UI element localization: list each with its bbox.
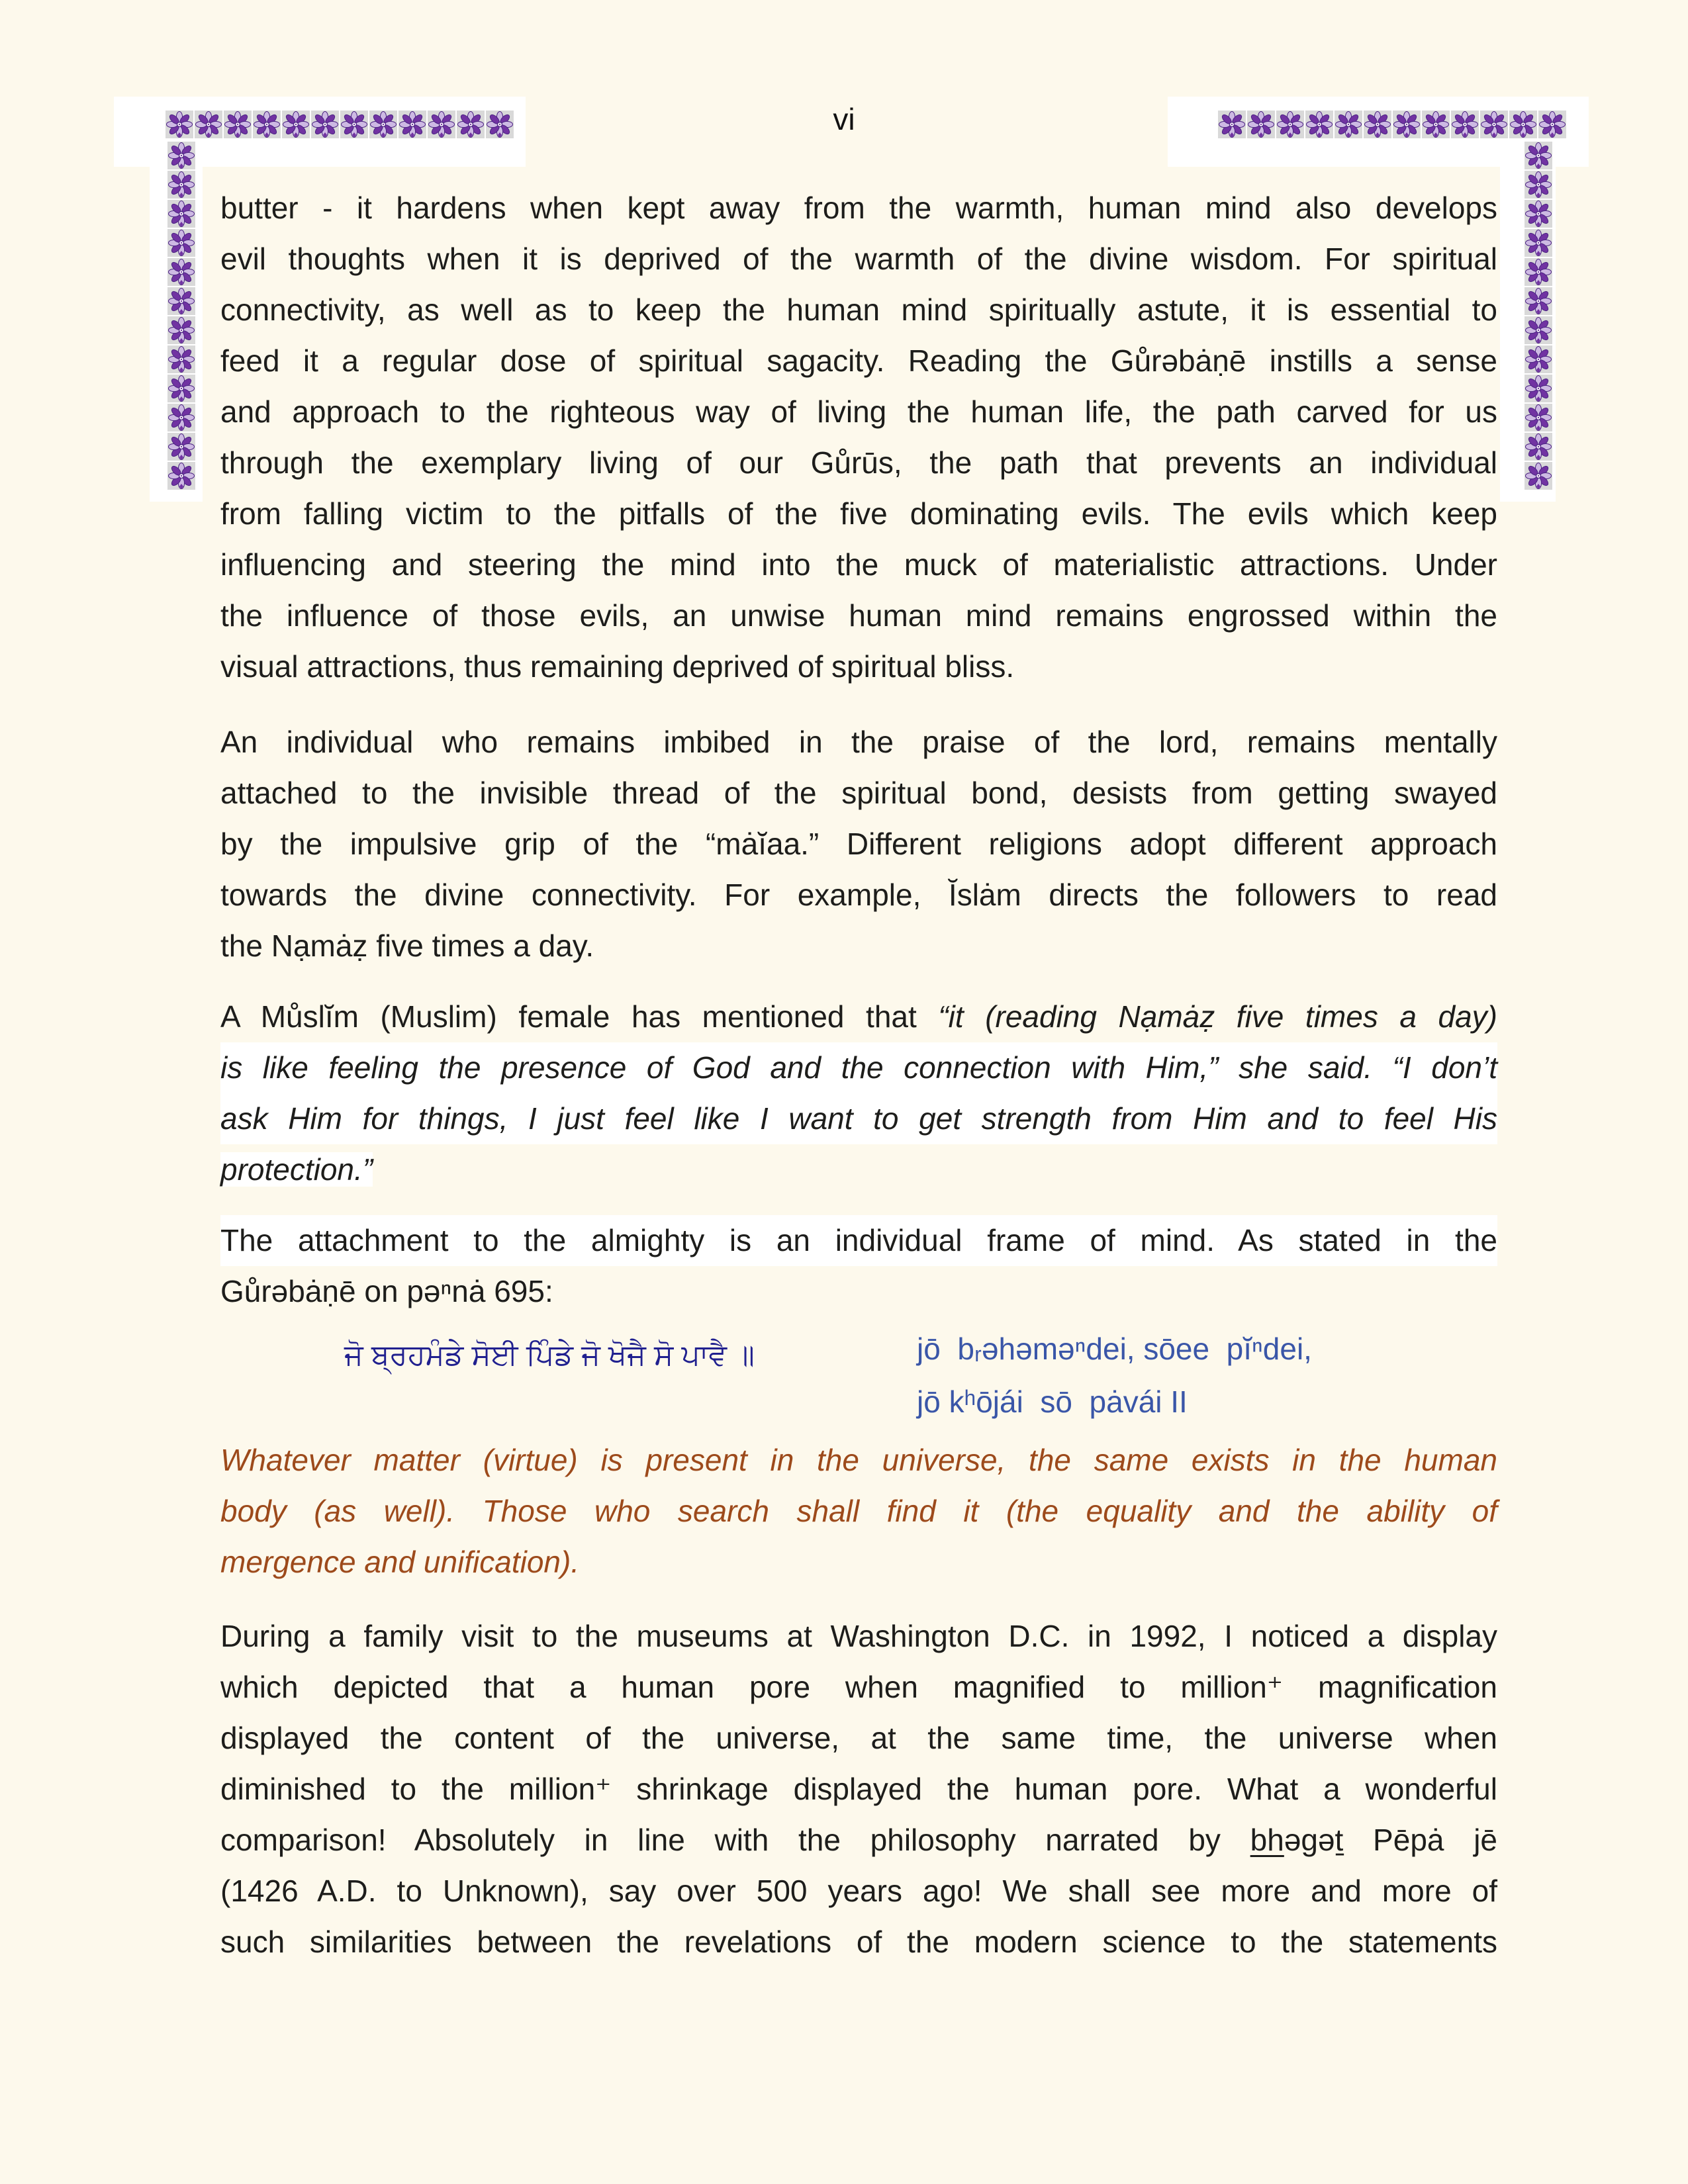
gurmukhi-verse: ਜੋ ਬ੍ਰਹਮੰਡੇ ਸੋਈ ਪਿੰਡੇ ਜੋ ਖੋਜੈ ਸੋ ਪਾਵੈ ॥: [344, 1339, 755, 1371]
text-line: [220, 1144, 1497, 1195]
paragraph-butter: [220, 183, 1497, 692]
floral-border-cell: [167, 462, 195, 490]
floral-border-cell: [1524, 142, 1552, 169]
text-line: Gůrəbȧṇē on pəⁿnȧ 695:: [220, 1274, 553, 1308]
floral-border-cell: [195, 111, 222, 138]
text-column: [220, 0, 1497, 2184]
eight-petal-flower-icon: [1509, 111, 1537, 138]
text-line: A Můslĭm (Muslim) female has mentioned that “it (reading Nạmȧẓ five times a day): [220, 999, 1497, 1034]
eight-petal-flower-icon: [1524, 171, 1552, 199]
text-line: Whatever matter (virtue) is present in the universe, the same exists in the human: [220, 1443, 1497, 1477]
floral-border-cell: [167, 404, 195, 432]
eight-petal-flower-icon: [1524, 229, 1552, 257]
floral-border-cell: [167, 287, 195, 315]
floral-border-cell: [167, 258, 195, 286]
eight-petal-flower-icon: [167, 375, 195, 402]
eight-petal-flower-icon: [167, 171, 195, 199]
text-line: is like feeling the presence of God and the connection with Him,” she said. “I don’t: [220, 1042, 1497, 1093]
eight-petal-flower-icon: [1524, 258, 1552, 286]
floral-border-cell: [167, 433, 195, 461]
transliteration-line-1: jō bᵣəhəməⁿdei, sōee pĭⁿdei,: [917, 1332, 1312, 1366]
text-line: butter - it hardens when kept away from the warmth, human mind also develops: [220, 191, 1497, 225]
eight-petal-flower-icon: [167, 229, 195, 257]
floral-border-cell: [167, 345, 195, 373]
text-line: the influence of those evils, an unwise human mind remains engrossed within the: [220, 598, 1497, 633]
eight-petal-flower-icon: [1538, 111, 1566, 138]
text-line: towards the divine connectivity. For example, Ĭslȧm directs the followers to read: [220, 878, 1497, 912]
highlighted-text: protection.”: [220, 1152, 373, 1187]
eight-petal-flower-icon: [167, 287, 195, 315]
text-line: The attachment to the almighty is an individual frame of mind. As stated in the: [220, 1215, 1497, 1266]
eight-petal-flower-icon: [167, 258, 195, 286]
eight-petal-flower-icon: [1524, 200, 1552, 228]
eight-petal-flower-icon: [167, 142, 195, 169]
text-line: (1426 A.D. to Unknown), say over 500 years ago! We shall see more and more of: [220, 1874, 1497, 1908]
text-line: diminished to the million⁺ shrinkage displayed the human pore. What a wonderful: [220, 1772, 1497, 1806]
text-line: displayed the content of the universe, at the same time, the universe when: [220, 1721, 1497, 1755]
floral-border-cell: [1524, 200, 1552, 228]
eight-petal-flower-icon: [167, 345, 195, 373]
text-line: An individual who remains imbibed in the praise of the lord, remains mentally: [220, 725, 1497, 759]
text-line: from falling victim to the pitfalls of the five dominating evils. The evils which keep: [220, 496, 1497, 531]
text-line: through the exemplary living of our Gůrūs, the path that prevents an individual: [220, 445, 1497, 480]
floral-border-left-column: [167, 142, 195, 490]
text-line: ask Him for things, I just feel like I want to get strength from Him and to feel His: [220, 1093, 1497, 1144]
eight-petal-flower-icon: [167, 462, 195, 490]
eight-petal-flower-icon: [167, 433, 195, 461]
eight-petal-flower-icon: [1524, 345, 1552, 373]
scripture-block: [220, 1317, 1497, 1436]
floral-border-cell: [1524, 404, 1552, 432]
floral-border-cell: [1524, 171, 1552, 199]
paragraph-attachment: [220, 1215, 1497, 1317]
floral-border-cell: [1538, 111, 1566, 138]
text-line: evil thoughts when it is deprived of the warmth of the divine wisdom. For spiritual: [220, 242, 1497, 276]
transliteration-block: [917, 1322, 1312, 1428]
text-line: body (as well). Those who search shall find it (the equality and the ability of: [220, 1494, 1497, 1528]
eight-petal-flower-icon: [1524, 287, 1552, 315]
text-line: and approach to the righteous way of living the human life, the path carved for us: [220, 394, 1497, 429]
text-line: connectivity, as well as to keep the human mind spiritually astute, it is essential to: [220, 293, 1497, 327]
page-number: vi: [833, 102, 855, 136]
floral-border-cell: [167, 229, 195, 257]
floral-border-cell: [167, 200, 195, 228]
floral-border-cell: [167, 142, 195, 169]
text-line: mergence and unification).: [220, 1545, 580, 1579]
floral-border-cell: [1524, 345, 1552, 373]
floral-border-right-column: [1524, 142, 1552, 490]
floral-border-cell: [165, 111, 193, 138]
text-line: attached to the invisible thread of the spiritual bond, desists from getting swayed: [220, 776, 1497, 810]
floral-border-cell: [1524, 316, 1552, 344]
eight-petal-flower-icon: [1524, 142, 1552, 169]
floral-border-cell: [1509, 111, 1537, 138]
floral-border-cell: [167, 171, 195, 199]
text-line: the Nạmȧẓ five times a day.: [220, 929, 594, 963]
text-line: During a family visit to the museums at Washington D.C. in 1992, I noticed a display: [220, 1619, 1497, 1653]
floral-border-cell: [1524, 462, 1552, 490]
floral-border-cell: [1524, 287, 1552, 315]
text-line: visual attractions, thus remaining deprived of spiritual bliss.: [220, 649, 1015, 684]
paragraph-individual-praise: [220, 717, 1497, 972]
eight-petal-flower-icon: [1524, 316, 1552, 344]
paragraph-translation-brown: [220, 1435, 1497, 1588]
eight-petal-flower-icon: [167, 316, 195, 344]
eight-petal-flower-icon: [195, 111, 222, 138]
floral-border-cell: [167, 316, 195, 344]
text-line: influencing and steering the mind into the muck of materialistic attractions. Under: [220, 547, 1497, 582]
floral-border-cell: [1524, 433, 1552, 461]
eight-petal-flower-icon: [1524, 375, 1552, 402]
eight-petal-flower-icon: [167, 200, 195, 228]
transliteration-line-2: jō kʰōjái sō pȧvái II: [917, 1385, 1188, 1419]
eight-petal-flower-icon: [1524, 404, 1552, 432]
paragraph-washington: [220, 1611, 1497, 1968]
floral-border-cell: [1524, 258, 1552, 286]
text-line: such similarities between the revelations of the modern science to the statements: [220, 1925, 1497, 1959]
text-line: feed it a regular dose of spiritual sagacity. Reading the Gůrəbȧṇē instills a sense: [220, 343, 1497, 378]
text-line: which depicted that a human pore when magnified to million⁺ magnification: [220, 1670, 1497, 1704]
floral-border-cell: [1524, 375, 1552, 402]
paragraph-muslim-quote: [220, 991, 1497, 1195]
floral-border-cell: [167, 375, 195, 402]
floral-border-cell: [1524, 229, 1552, 257]
eight-petal-flower-icon: [165, 111, 193, 138]
text-line: comparison! Absolutely in line with the philosophy narrated by bhəgəṯ Pēpȧ jē: [220, 1823, 1497, 1857]
eight-petal-flower-icon: [167, 404, 195, 432]
eight-petal-flower-icon: [1524, 433, 1552, 461]
text-line: by the impulsive grip of the “mȧĭaa.” Different religions adopt different approach: [220, 827, 1497, 861]
eight-petal-flower-icon: [1524, 462, 1552, 490]
